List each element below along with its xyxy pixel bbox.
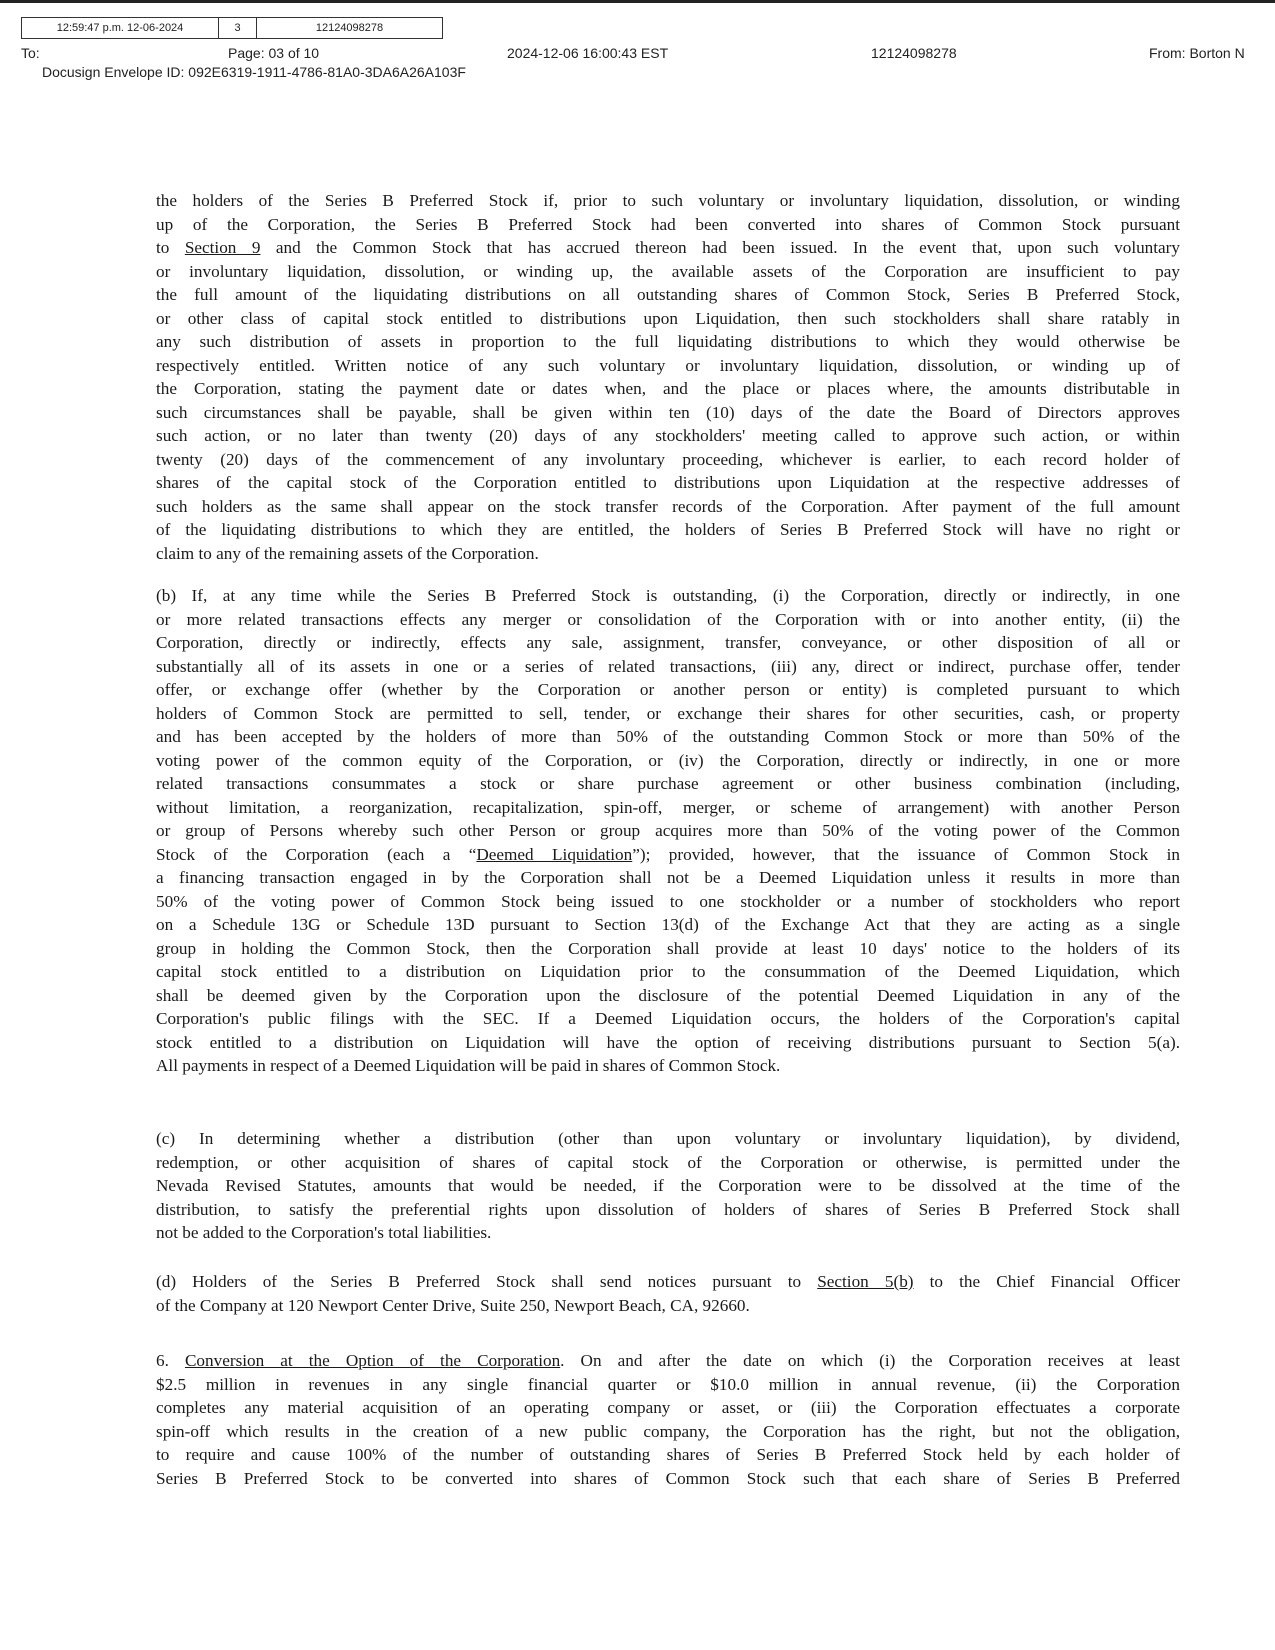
text-line bbox=[156, 283, 1180, 307]
text-line bbox=[156, 377, 1180, 401]
text-line bbox=[156, 1294, 1180, 1318]
fax-time: 12:59:47 p.m. 12-06-2024 bbox=[22, 18, 219, 38]
text-span: capital stock entitled to a distribution on Liquidation prior to the consummation of the Deemed Liquidation, which bbox=[156, 962, 1180, 981]
text-span: up of the Corporation, the Series B Preferred Stock had been converted into shares of Common Stock pursuant bbox=[156, 214, 1180, 234]
paragraph bbox=[156, 1270, 1180, 1317]
text-span: to bbox=[156, 238, 185, 257]
text-span: such holders as the same shall appear on the stock transfer records of the Corporation. After payment of the full amount bbox=[156, 496, 1180, 516]
text-span: voting power of the common equity of the Corporation, or (iv) the Corporation, directly or indirectly, in one or more bbox=[156, 750, 1180, 770]
header-number: 12124098278 bbox=[871, 45, 957, 61]
text-line bbox=[156, 772, 1180, 796]
text-span: without limitation, a reorganization, recapitalization, spin-off, merger, or scheme of arrangement) with another Person bbox=[156, 797, 1180, 817]
text-span: shares of the capital stock of the Corporation entitled to distributions upon Liquidation at the respective addresses of bbox=[156, 473, 1180, 492]
text-span: the Corporation, stating the payment date or dates when, and the place or places where, the amounts distributable in bbox=[156, 379, 1180, 398]
text-span: and has been accepted by the holders of more than 50% of the outstanding Common Stock or more than 50% of the bbox=[156, 727, 1180, 746]
paragraph bbox=[156, 1349, 1180, 1490]
text-span: on a Schedule 13G or Schedule 13D pursuant to Section 13(d) of the Exchange Act that they are acting as a single bbox=[156, 915, 1180, 934]
text-line bbox=[156, 1396, 1180, 1420]
text-line bbox=[156, 448, 1180, 472]
text-span: 6. bbox=[156, 1351, 185, 1370]
text-line bbox=[156, 471, 1180, 495]
text-span: (b) If, at any time while the Series B Preferred Stock is outstanding, (i) the Corporation, directly or indirectly, in one bbox=[156, 586, 1180, 605]
text-span: or other class of capital stock entitled to distributions upon Liquidation, then such stockholders shall share ratably in bbox=[156, 308, 1180, 328]
text-span: redemption, or other acquisition of shares of capital stock of the Corporation or otherwise, is permitted under the bbox=[156, 1152, 1180, 1172]
text-line bbox=[156, 1054, 1180, 1078]
text-line bbox=[156, 495, 1180, 519]
text-span: to the Chief Financial Officer bbox=[913, 1272, 1180, 1291]
text-span: Nevada Revised Statutes, amounts that would be needed, if the Corporation were to be dissolved at the time of the bbox=[156, 1176, 1180, 1195]
text-line bbox=[156, 1198, 1180, 1222]
text-span: All payments in respect of a Deemed Liquidation will be paid in shares of Common Stock. bbox=[156, 1056, 781, 1075]
header-from: From: Borton N bbox=[1149, 45, 1245, 61]
text-span: a financing transaction engaged in by the Corporation shall not be a Deemed Liquidation unless it results in more than bbox=[156, 868, 1180, 887]
text-span: twenty (20) days of the commencement of any involuntary proceeding, whichever is earlier, to each record holder of bbox=[156, 449, 1180, 469]
text-span: completes any material acquisition of an operating company or asset, or (iii) the Corporation effectuates a corporate bbox=[156, 1398, 1180, 1417]
text-line bbox=[156, 819, 1180, 843]
section-reference: Section 9 bbox=[184, 238, 261, 257]
text-line bbox=[156, 236, 1180, 260]
header-datetime: 2024-12-06 16:00:43 EST bbox=[507, 45, 669, 61]
text-line bbox=[156, 725, 1180, 749]
text-line bbox=[156, 1420, 1180, 1444]
text-line bbox=[156, 330, 1180, 354]
text-line bbox=[156, 937, 1180, 961]
fax-page: 3 bbox=[219, 18, 257, 38]
text-span: stock entitled to a distribution on Liquidation will have the option of receiving distributions pursuant to Section 5(a). bbox=[156, 1032, 1180, 1052]
text-span: to require and cause 100% of the number of outstanding shares of Series B Preferred Stock held by each holder of bbox=[156, 1445, 1180, 1464]
text-line bbox=[156, 749, 1180, 773]
section-reference: Conversion at the Option of the Corporation bbox=[184, 1351, 561, 1370]
envelope-id: Docusign Envelope ID: 092E6319-1911-4786-81A0-3DA6A26A103F bbox=[42, 64, 466, 80]
text-line bbox=[156, 960, 1180, 984]
fax-number: 12124098278 bbox=[315, 22, 384, 34]
text-span: shall be deemed given by the Corporation upon the disclosure of the potential Deemed Liquidation in any of the bbox=[156, 985, 1180, 1005]
fax-header-box bbox=[21, 17, 443, 39]
text-span: not be added to the Corporation's total liabilities. bbox=[156, 1223, 492, 1242]
text-line bbox=[156, 1031, 1180, 1055]
text-span: or involuntary liquidation, dissolution, or winding up, the available assets of the Corporation are insufficient to pay bbox=[156, 261, 1180, 281]
text-line bbox=[156, 1270, 1180, 1294]
text-span: the holders of the Series B Preferred Stock if, prior to such voluntary or involuntary liquidation, dissolution, or winding bbox=[156, 191, 1180, 210]
text-span: Series B Preferred Stock to be converted into shares of Common Stock such that each share of Series B Preferred bbox=[156, 1468, 1180, 1488]
header-to: To: bbox=[21, 45, 40, 61]
text-span: claim to any of the remaining assets of the Corporation. bbox=[156, 543, 539, 563]
text-span: related transactions consummates a stock or share purchase agreement or other business combination (including, bbox=[156, 774, 1180, 793]
text-line bbox=[156, 608, 1180, 632]
text-line bbox=[156, 260, 1180, 284]
text-line bbox=[156, 518, 1180, 542]
text-span: 50% of the voting power of Common Stock being issued to one stockholder or a number of stockholders who report bbox=[156, 891, 1180, 911]
text-line bbox=[156, 1007, 1180, 1031]
text-span: distribution, to satisfy the preferential rights upon dissolution of holders of shares of Series B Preferred Stock shall bbox=[156, 1199, 1180, 1219]
text-line bbox=[156, 401, 1180, 425]
text-line bbox=[156, 354, 1180, 378]
text-line bbox=[156, 1127, 1180, 1151]
text-line bbox=[156, 542, 1180, 566]
text-line bbox=[156, 984, 1180, 1008]
text-line bbox=[156, 866, 1180, 890]
text-line bbox=[156, 1467, 1180, 1491]
text-span: $2.5 million in revenues in any single financial quarter or $10.0 million in annual revenue, (ii) the Corporation bbox=[156, 1374, 1180, 1394]
text-span: such circumstances shall be payable, shall be given within ten (10) days of the date the Board of Directors approves bbox=[156, 402, 1180, 422]
paragraph bbox=[156, 189, 1180, 565]
text-line bbox=[156, 631, 1180, 655]
paragraph bbox=[156, 1127, 1180, 1245]
text-span: spin-off which results in the creation of a new public company, the Corporation has the right, but not the obligation, bbox=[156, 1421, 1180, 1441]
section-reference: Deemed Liquidation bbox=[476, 844, 633, 864]
text-line bbox=[156, 678, 1180, 702]
text-span: any such distribution of assets in proportion to the full liquidating distributions to which they would otherwise be bbox=[156, 332, 1180, 351]
text-line bbox=[156, 584, 1180, 608]
text-span: Corporation, directly or indirectly, effects any sale, assignment, transfer, conveyance, or other disposition of all or bbox=[156, 633, 1180, 652]
text-span: group in holding the Common Stock, then the Corporation shall provide at least 10 days' notice to the holders of its bbox=[156, 938, 1180, 958]
text-span: respectively entitled. Written notice of any such voluntary or involuntary liquidation, dissolution, or winding up of bbox=[156, 355, 1180, 375]
text-span: ”); provided, however, that the issuance of Common Stock in bbox=[632, 844, 1180, 864]
text-line bbox=[156, 213, 1180, 237]
paragraph bbox=[156, 584, 1180, 1078]
text-line bbox=[156, 890, 1180, 914]
text-span: holders of Common Stock are permitted to sell, tender, or exchange their shares for other securities, cash, or property bbox=[156, 703, 1180, 723]
text-line bbox=[156, 1221, 1180, 1245]
text-span: substantially all of its assets in one or a series of related transactions, (iii) any, direct or indirect, purchase offer, tender bbox=[156, 656, 1180, 676]
text-line bbox=[156, 1174, 1180, 1198]
text-line bbox=[156, 1151, 1180, 1175]
text-line bbox=[156, 843, 1180, 867]
text-line bbox=[156, 424, 1180, 448]
text-line bbox=[156, 796, 1180, 820]
text-span: (d) Holders of the Series B Preferred Stock shall send notices pursuant to bbox=[156, 1272, 818, 1291]
text-line bbox=[156, 655, 1180, 679]
text-line bbox=[156, 307, 1180, 331]
text-span: (c) In determining whether a distribution (other than upon voluntary or involuntary liquidation), by dividend, bbox=[156, 1129, 1180, 1148]
text-span: . On and after the date on which (i) the Corporation receives at least bbox=[560, 1351, 1180, 1370]
text-span: Stock of the Corporation (each a “ bbox=[156, 844, 477, 864]
text-span: the full amount of the liquidating distributions on all outstanding shares of Common Stock, Series B Preferred Stock, bbox=[156, 285, 1180, 304]
text-span: such action, or no later than twenty (20) days of any stockholders' meeting called to approve such action, or within bbox=[156, 426, 1180, 445]
text-line bbox=[156, 189, 1180, 213]
text-line bbox=[156, 913, 1180, 937]
text-line bbox=[156, 1349, 1180, 1373]
text-line bbox=[156, 1443, 1180, 1467]
text-line bbox=[156, 1373, 1180, 1397]
text-span: of the liquidating distributions to which they are entitled, the holders of Series B Preferred Stock will have no right or bbox=[156, 520, 1180, 539]
text-span: or group of Persons whereby such other Person or group acquires more than 50% of the voting power of the Common bbox=[156, 821, 1180, 840]
section-reference: Section 5(b) bbox=[817, 1272, 914, 1291]
text-span: Corporation's public filings with the SEC. If a Deemed Liquidation occurs, the holders of the Corporation's capital bbox=[156, 1009, 1180, 1028]
text-span: or more related transactions effects any merger or consolidation of the Corporation with or into another entity, (ii) the bbox=[156, 609, 1180, 629]
text-span: and the Common Stock that has accrued thereon had been issued. In the event that, upon such voluntary bbox=[260, 238, 1180, 257]
text-line bbox=[156, 702, 1180, 726]
text-span: offer, or exchange offer (whether by the Corporation or another person or entity) is completed pursuant to which bbox=[156, 680, 1180, 699]
text-span: of the Company at 120 Newport Center Drive, Suite 250, Newport Beach, CA, 92660. bbox=[156, 1295, 750, 1315]
header-page: Page: 03 of 10 bbox=[228, 45, 320, 61]
